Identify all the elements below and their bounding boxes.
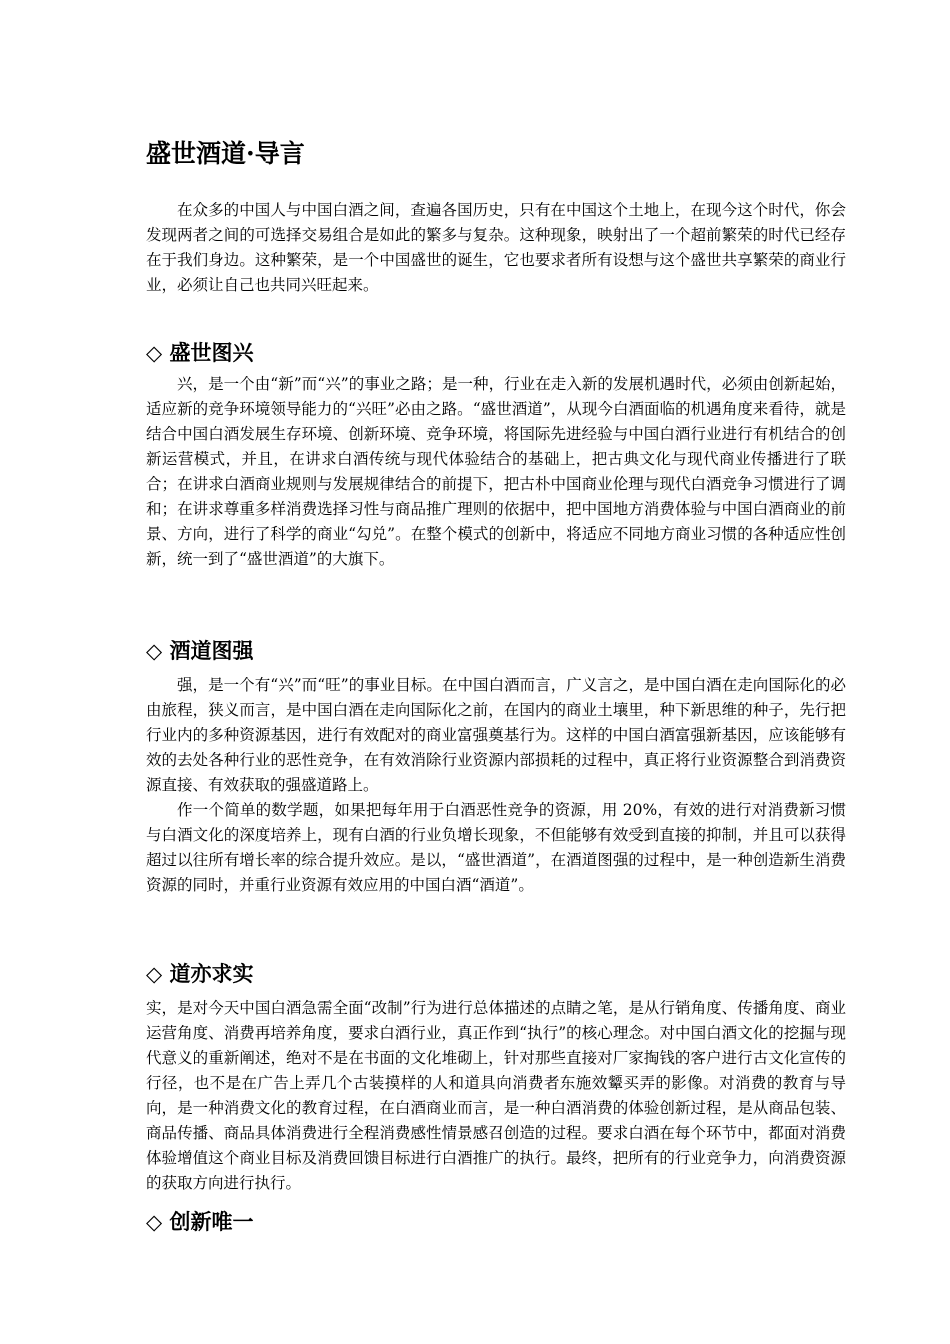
section-heading-jiudao-tuqiang: ◇ 酒道图强 [146, 638, 254, 663]
section-paragraph: 兴，是一个由“新”而“兴”的事业之路；是一种，行业在走入新的发展机遇时代，必须由创新起始，适应新的竞争环境领导能力的“兴旺”必由之路。“盛世酒道”，从现今白酒面临的机遇角度来看待，就是结合中国白酒发展生存环境、创新环境、竞争环境，将国际先进经验与中国白酒行业进行有机结合的创新运营模式，并且，在讲求白酒传统与现代体验结合的基础上，把古典文化与现代商业传播进行了联合；在讲求白酒商业规则与发展规律结合的前提下，把古朴中国商业伦理与现代白酒竞争习惯进行了调和；在讲求尊重多样消费选择习性与商品推广理则的依据中，把中国地方消费体验与中国白酒商业的前景、方向，进行了科学的商业“勾兑”。在整个模式的创新中，将适应不同地方商业习惯的各种适应性创新，统一到了“盛世酒道”的大旗下。 [146, 375, 846, 568]
section-heading-daoyi-qiushi: ◇ 道亦求实 [146, 961, 254, 986]
section-paragraph: 强，是一个有“兴”而“旺”的事业目标。在中国白酒而言，广义言之，是中国白酒在走向国际化的必由旅程，狭义而言，是中国白酒在走向国际化之前，在国内的商业土壤里，种下新思维的种子，先行把行业内的多种资源基因，进行有效配对的商业富强奠基行为。这样的中国白酒富强新基因，应该能够有效的去处各种行业的恶性竞争，在有效消除行业资源内部损耗的过程中，真正将行业资源整合到消费资源直接、有效获取的强盛道路上。 [146, 676, 846, 794]
section-paragraph: 实，是对今天中国白酒急需全面“改制”行为进行总体描述的点睛之笔，是从行销角度、传播角度、商业运营角度、消费再培养角度，要求白酒行业，真正作到“执行”的核心理念。对中国白酒文化的挖掘与现代意义的重新阐述，绝对不是在书面的文化堆砌上，针对那些直接对厂家掏钱的客户进行古文化宣传的行径，也不是在广告上弄几个古装摸样的人和道具向消费者东施效颦买弄的影像。对消费的教育与导向，是一种消费文化的教育过程，在白酒商业而言，是一种白酒消费的体验创新过程，是从商品包装、商品传播、商品具体消费进行全程消费感性情景感召创造的过程。要求白酒在每个环节中，都面对消费体验增值这个商业目标及消费回馈目标进行白酒推广的执行。最终，把所有的行业竞争力，向消费资源的获取方向进行执行。 [146, 999, 846, 1192]
section-heading-chuangxin-weiyi: ◇ 创新唯一 [146, 1209, 254, 1234]
section-paragraph: 作一个简单的数学题，如果把每年用于白酒恶性竞争的资源，用 20%，有效的进行对消费新习惯与白酒文化的深度培养上，现有白酒的行业负增长现象，不但能够有效受到直接的抑制，并且可以获得超过以往所有增长率的综合提升效应。是以，“盛世酒道”，在酒道图强的过程中，是一种创造新生消费资源的同时，并重行业资源有效应用的中国白酒“酒道”。 [146, 801, 846, 894]
intro-paragraph: 在众多的中国人与中国白酒之间，查遍各国历史，只有在中国这个土地上，在现今这个时代，你会发现两者之间的可选择交易组合是如此的繁多与复杂。这种现象，映射出了一个超前繁荣的时代已经存在于我们身边。这种繁荣，是一个中国盛世的诞生，它也要求者所有设想与这个盛世共享繁荣的商业行业，必须让自己也共同兴旺起来。 [146, 201, 846, 294]
page-title: 盛世酒道·导言 [146, 139, 305, 168]
section-heading-shengshi-tuxing: ◇ 盛世图兴 [146, 340, 254, 365]
